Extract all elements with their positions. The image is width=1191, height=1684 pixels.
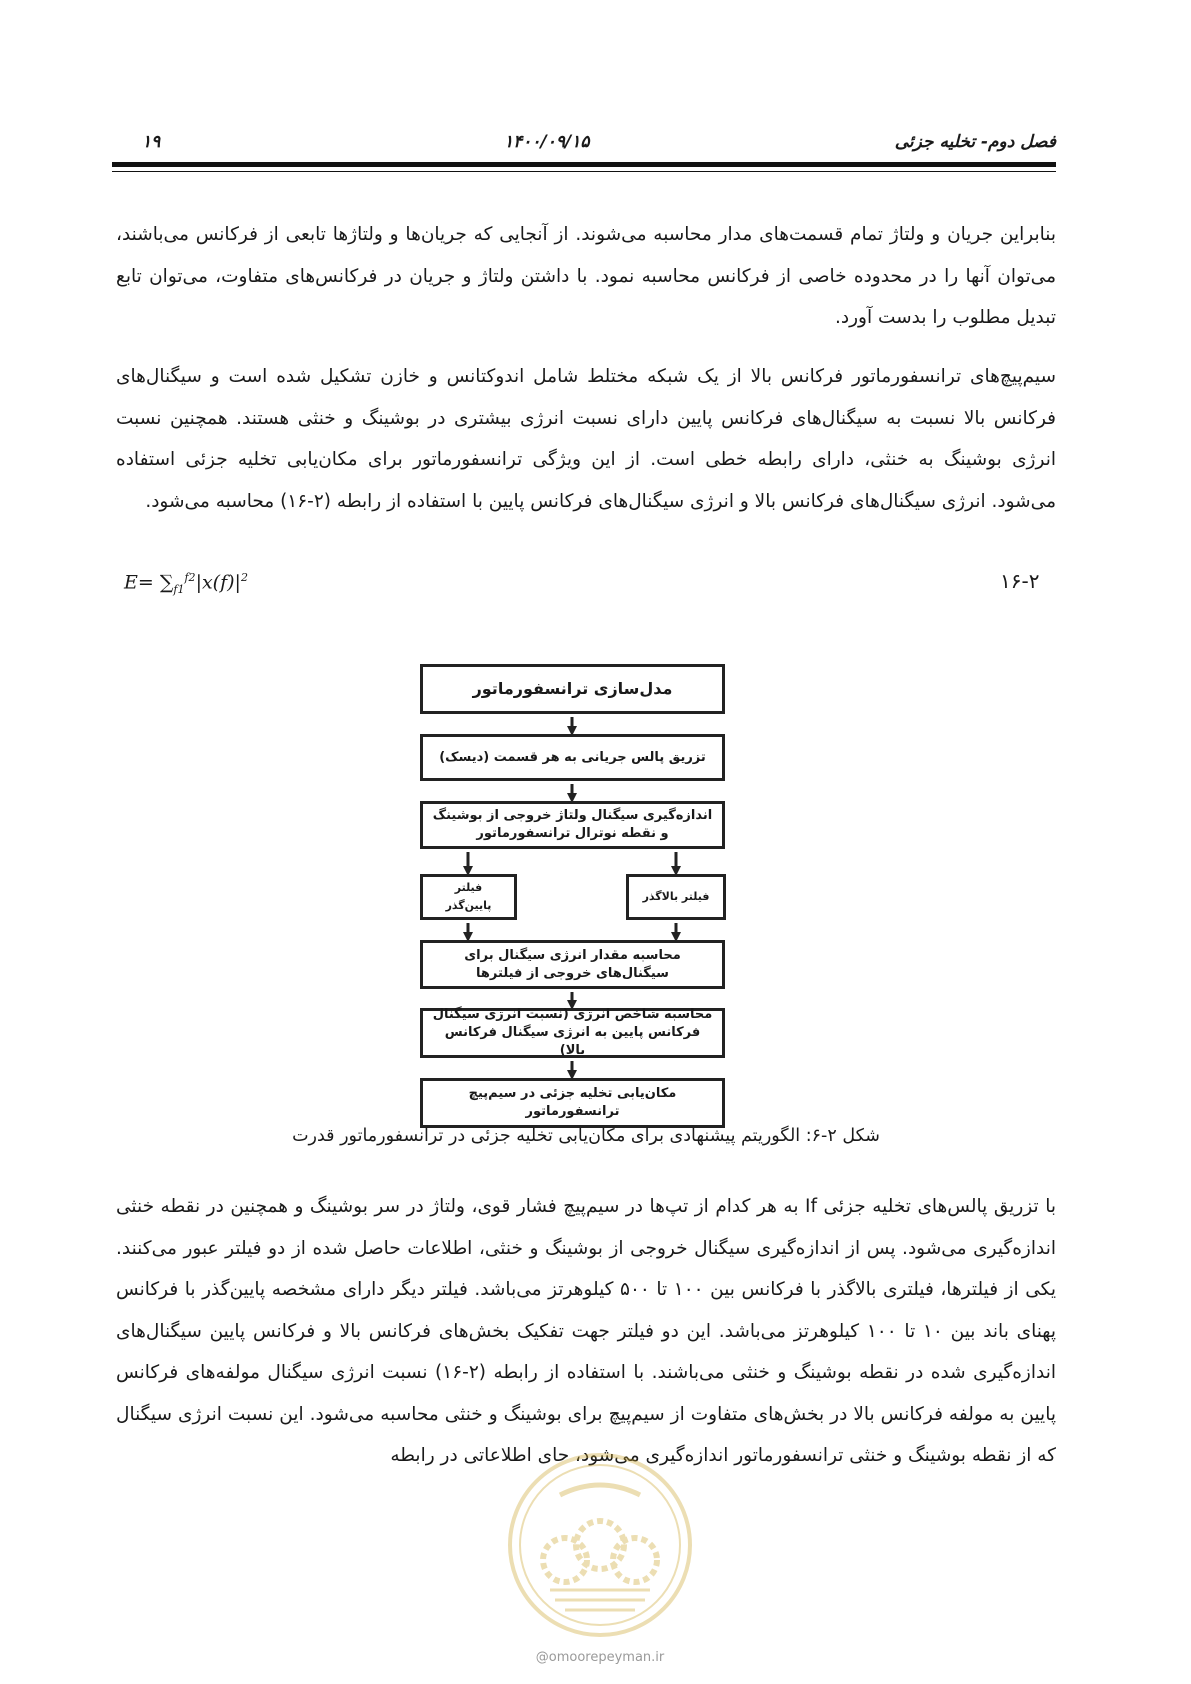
- header-rule-thin: [112, 171, 1056, 172]
- page-header: [112, 132, 1056, 160]
- header-date: ۱۴۰۰/۰۹/۱۵: [504, 132, 590, 152]
- step-low-pass-filter: فیلتر پایین‌گذر: [420, 874, 517, 920]
- watermark-logo-icon: [505, 1450, 695, 1640]
- paragraph-2: [116, 356, 1056, 522]
- paragraph-1: [116, 214, 1056, 339]
- step-high-pass-filter: فیلتر بالاگذر: [626, 874, 726, 920]
- step-pulse-injection: تزریق پالس جریانی به هر قسمت (دیسک): [420, 734, 725, 781]
- step-signal-measurement: اندازه‌گیری سیگنال ولتاژ خروجی از بوشینگ و نقطه نوترال ترانسفورماتور: [420, 801, 725, 849]
- watermark-site: @omoorepeyman.ir: [535, 1650, 665, 1665]
- equation-upper-limit: f2: [184, 571, 196, 584]
- paragraph-1-text: بنابراین جریان و ولتاژ تمام قسمت‌های مدار محاسبه می‌شوند. از آنجایی که جریان‌ها و ولتاژها تابعی از فرکانس می‌باشند، می‌توان آنها را در محدوده خاصی از فرکانس محاسبه نمود. با داشتن ولتاژ و جریان در فرکانس‌های متفاوت، می‌توان تابع تبدیل مطلوب را بدست آورد.: [116, 224, 1056, 328]
- step-energy-index: محاسبه شاخص انرژی (نسبت انرژی سیگنال فرکانس پایین به انرژی سیگنال فرکانس بالا): [420, 1008, 725, 1058]
- algorithm-flowchart: [410, 661, 730, 1119]
- equation-power: 2: [240, 571, 248, 584]
- step-pd-localization: مکان‌یابی تخلیه جزئی در سیم‌پیچ ترانسفورماتور: [420, 1078, 725, 1128]
- energy-equation: [124, 571, 248, 596]
- paragraph-3: [116, 1186, 1056, 1477]
- chapter-title: فصل دوم- تخلیه جزئی: [894, 132, 1056, 152]
- step-transformer-modeling: مدل‌سازی ترانسفورماتور: [420, 664, 725, 714]
- paragraph-2-text: سیم‌پیچ‌های ترانسفورماتور فرکانس بالا از یک شبکه مختلط شامل اندوکتانس و خازن تشکیل شده است و سیگنال‌های فرکانس بالا نسبت به سیگنال‌های فرکانس پایین دارای نسبت انرژی بیشتری در بوشینگ و خنثی هستند. همچنین نسبت انرژی بوشینگ به خنثی، دارای رابطه خطی است. از این ویژگی ترانسفورماتور برای مکان‌یابی تخلیه جزئی استفاده می‌شود. انرژی سیگنال‌های فرکانس بالا و انرژی سیگنال‌های فرکانس پایین با استفاده از رابطه (۲-۱۶) محاسبه می‌شود.: [116, 366, 1056, 512]
- equation-lower-limit: f1: [173, 583, 185, 597]
- header-rule-thick: [112, 162, 1056, 167]
- equation-number: ۱۶-۲: [1000, 569, 1040, 593]
- figure-caption: شکل ۲-۶: الگوریتم پیشنهادی برای مکان‌یابی تخلیه جزئی در ترانسفورماتور قدرت: [292, 1126, 880, 1146]
- equation-lhs: E= ∑: [124, 571, 174, 594]
- page-number: ۱۹: [142, 132, 161, 152]
- step-energy-calculation: محاسبه مقدار انرژی سیگنال برای سیگنال‌های خروجی از فیلترها: [420, 940, 725, 989]
- paragraph-3-text: با تزریق پالس‌های تخلیه جزئی If به هر کدام از تپ‌ها در سیم‌پیچ فشار قوی، ولتاژ در سر بوشینگ و همچنین در نقطه خنثی اندازه‌گیری می‌شود. پس از اندازه‌گیری سیگنال خروجی از بوشینگ و خنثی، اطلاعات حاصل شده از دو فیلتر عبور می‌کنند. یکی از فیلترها، فیلتری بالاگذر با فرکانس بین ۱۰۰ تا ۵۰۰ کیلوهرتز می‌باشد. فیلتر دیگر دارای مشخصه پایین‌گذر با فرکانس پهنای باند بین ۱۰ تا ۱۰۰ کیلوهرتز می‌باشد. این دو فیلتر جهت تفکیک بخش‌های فرکانس بالا و فرکانس پایین سیگنال‌های اندازه‌گیری شده در نقطه بوشینگ و خنثی می‌باشند. با استفاده از رابطه (۲-۱۶) نسبت انرژی سیگنال مولفه‌های فرکانس پایین به مولفه فرکانس بالا در بخش‌های متفاوت از سیم‌پیچ برای بوشینگ و خنثی محاسبه می‌شود. این نسبت انرژی سیگنال که از نقطه بوشینگ و خنثی ترانسفورماتور اندازه‌گیری می‌شود، حای اطلاعاتی در رابطه: [116, 1196, 1057, 1466]
- equation-body: |x(f)|: [195, 571, 241, 594]
